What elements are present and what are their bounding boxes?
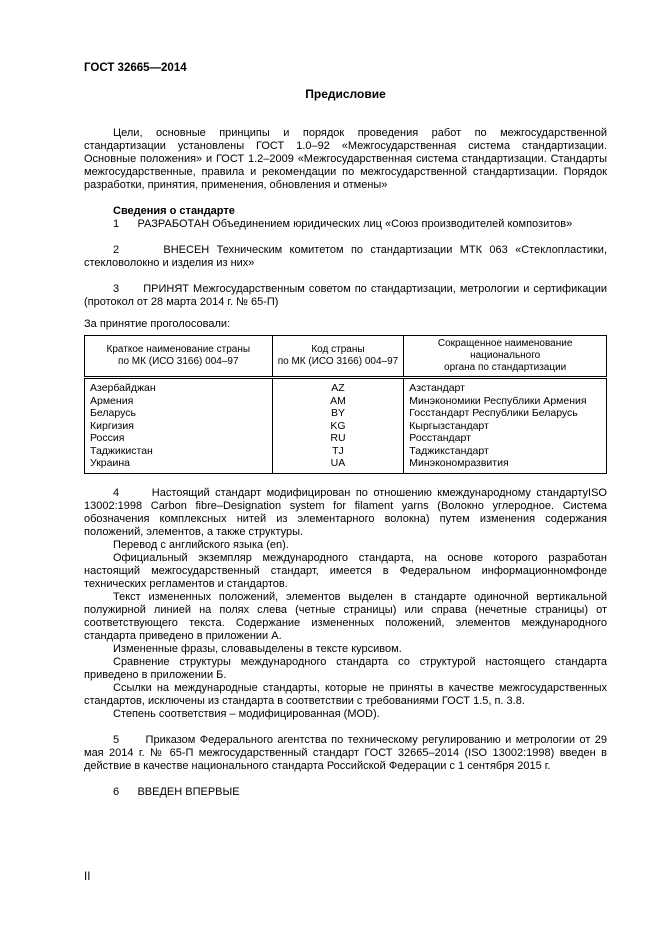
section4-paragraph-4: Текст измененных положений, элементов выделен в стандарте одиночной вертикальной полужирной линией на полях слева (четные страницы) или справа (нечетные страницы) от соответствующего текста. Содержание измененных положений, элементов международного стандарта приведено в приложении А. [84,590,607,642]
table-header-line: по МК (ИСО 3166) 004–97 [277,356,399,367]
standard-info-item-2: 2 ВНЕСЕН Техническим комитетом по стандартизации МТК 063 «Стеклопластики, стекловолокно и изделия из них» [84,244,607,269]
cell-org: Кыргызстандарт [404,420,607,433]
voting-table [84,335,607,474]
cell-country: Россия [85,432,273,445]
doc-number: ГОСТ 32665—2014 [84,62,187,74]
cell-org: Минэкономразвития [404,457,607,473]
intro-paragraph: Цели, основные принципы и порядок проведения работ по межгосударственной стандартизации установлены ГОСТ 1.0–92 «Межгосударственная система стандартизации. Основные положения» и ГОСТ 1.2–2009 «Межгосударственная система стандартизации. Стандарты межгосударственные, правила и рекомендации по межгосударственной стандартизации. Порядок разработки, принятия, применения, обновления и отмены» [84,127,607,191]
cell-code: KG [272,420,404,433]
cell-code: UA [272,457,404,473]
cell-code: RU [272,432,404,445]
table-row [85,395,607,408]
cell-country: Азербайджан [85,378,273,395]
cell-org: Азстандарт [404,378,607,395]
voting-table-header [85,336,607,378]
table-header-line: Краткое наименование страны [106,344,251,355]
cell-country: Беларусь [85,407,273,420]
table-row [85,445,607,458]
table-header-line: Сокращенное наименование национального [437,338,573,361]
cell-country: Таджикистан [85,445,273,458]
standard-info-item-1: 1 РАЗРАБОТАН Объединением юридических лиц «Союз производителей композитов» [113,218,573,230]
cell-country: Украина [85,457,273,473]
section4-paragraph-7: Ссылки на международные стандарты, которые не приняты в качестве межгосударственных стандартов, исключены из стандарта в соответствии с требованиями ГОСТ 1.5, п. 3.8. [84,681,607,707]
section4-paragraph-1: 4 Настоящий стандарт модифицирован по отношению кмеждународному стандартуISO 13002:1998 Carbon fibre–Designation system for filament yarns (Волокно углеродное. Система обозначения комплексных нитей из элементарного волокна) путем изменения содержания положений, элементов, а также структуры. [84,486,607,538]
cell-org: Таджикстандарт [404,445,607,458]
standard-info-heading: Сведения о стандарте [113,205,235,217]
table-row [85,432,607,445]
cell-country: Киргизия [85,420,273,433]
cell-country: Армения [85,395,273,408]
page-title: Предисловие [305,87,386,101]
table-row [85,457,607,473]
table-row [85,378,607,395]
table-header-org [404,336,607,378]
section4-paragraph-5: Измененные фразы, словавыделены в тексте курсивом. [113,642,402,655]
cell-org: Росстандарт [404,432,607,445]
section4-paragraph-2: Перевод с английского языка (en). [113,538,289,551]
table-header-line: органа по стандартизации [444,362,567,373]
table-header-country [85,336,273,378]
page-number: II [84,871,91,883]
section4-paragraph-8: Степень соответствия – модифицированная (MOD). [113,707,380,720]
table-row [85,420,607,433]
cell-code: AZ [272,378,404,395]
cell-code: BY [272,407,404,420]
section5-paragraph: 5 Приказом Федерального агентства по техническому регулированию и метрологии от 29 мая 2014 г. № 65-П межгосударственный стандарт ГОСТ 32665–2014 (ISO 13002:1998) введен в действие в качестве национального стандарта Российской Федерации с 1 сентября 2015 г. [84,733,607,772]
voting-table-body [85,378,607,474]
cell-org: Минэкономики Республики Армения [404,395,607,408]
section6-paragraph: 6 ВВЕДЕН ВПЕРВЫЕ [113,785,240,798]
cell-code: TJ [272,445,404,458]
table-header-line: Код страны [311,344,365,355]
section4-paragraph-3: Официальный экземпляр международного стандарта, на основе которого разработан настоящий межгосударственный стандарт, имеется в Федеральном информационномфонде технических регламентов и стандартов. [84,551,607,590]
table-row [85,407,607,420]
table-header-line: по МК (ИСО 3166) 004–97 [118,356,239,367]
section4-paragraph-6: Сравнение структуры международного стандарта со структурой настоящего стандарта приведено в приложении Б. [84,655,607,681]
cell-org: Госстандарт Республики Беларусь [404,407,607,420]
table-header-row [85,336,607,378]
standard-info-item-3: 3 ПРИНЯТ Межгосударственным советом по стандартизации, метрологии и сертификации (протокол от 28 марта 2014 г. № 65-П) [84,283,607,308]
table-header-code [272,336,404,378]
voting-intro: За принятие проголосовали: [84,318,231,330]
cell-code: AM [272,395,404,408]
